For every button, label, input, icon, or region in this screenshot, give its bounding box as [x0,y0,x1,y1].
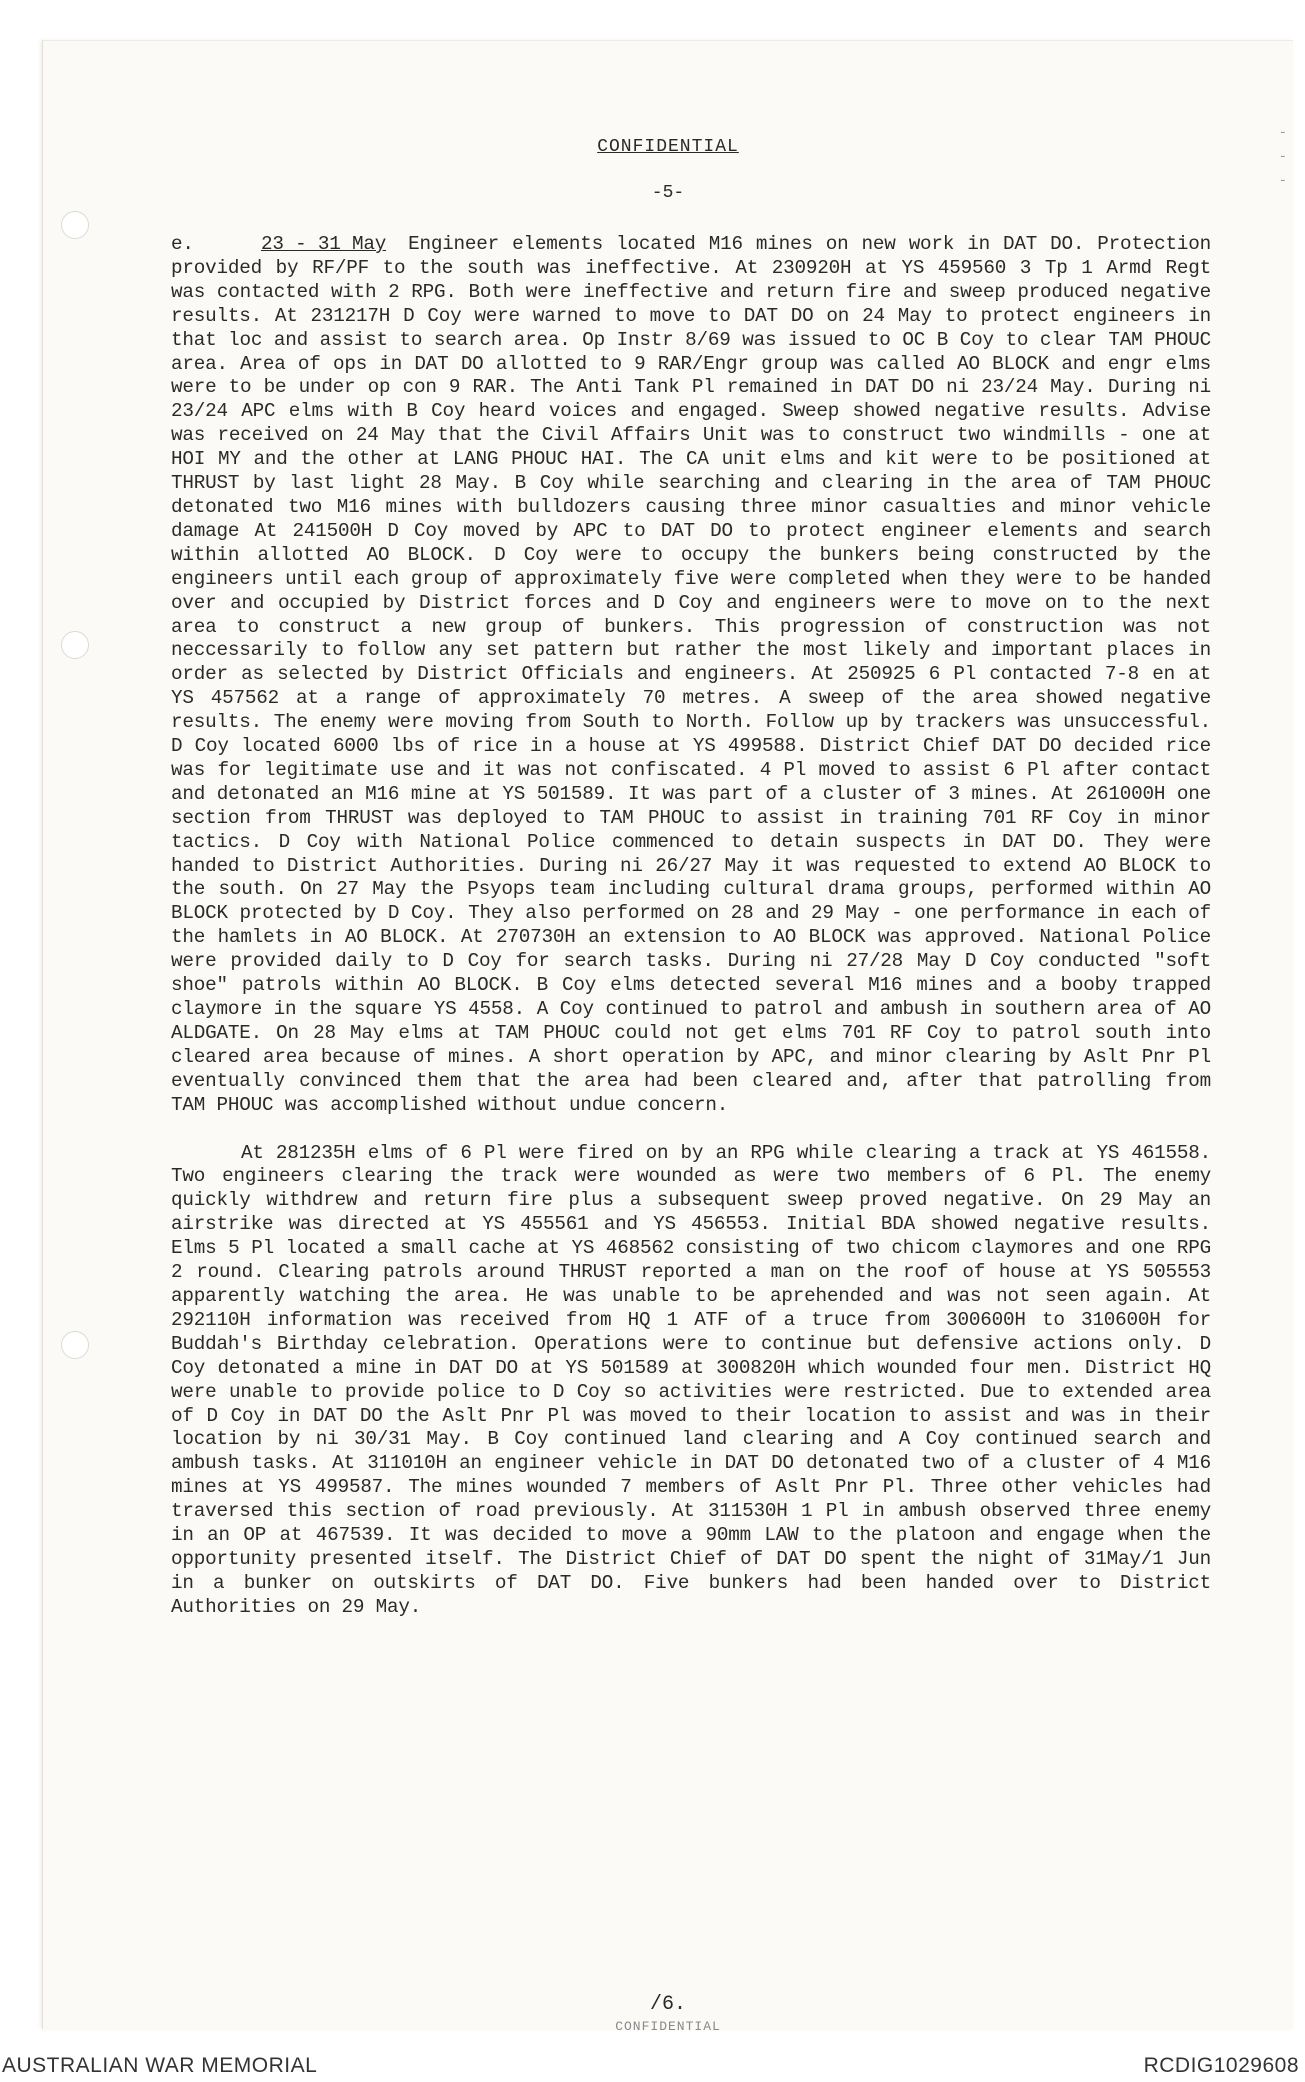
next-page-marker: /6. [649,1993,686,2016]
paragraph-text: Engineer elements located M16 mines on new work in DAT DO. Protection provided by RF/PF to the south was ineffective. At 230920H at YS 459560 3 Tp 1 Armd Regt was contacted with 2 RPG. Both were ineffective and return fire and sweep produced negative results. At 231217H D Coy were warned to move to DAT DO on 24 May to protect engineers in that loc and assist to search area. Op Instr 8/69 was issued to OC B Coy to clear TAM PHOUC area. Area of ops in DAT DO allotted to 9 RAR/Engr group was called AO BLOCK and engr elms were to be under op con 9 RAR. The Anti Tank Pl remained in DAT DO ni 23/24 May. During ni 23/24 APC elms with B Coy heard voices and engaged. Sweep showed negative results. Advise was received on 24 May that the Civil Affairs Unit was to construct two windmills - one at HOI MY and the other at LANG PHOUC HAI. The CA unit elms and kit were to be positioned at THRUST by last light 28 May. B Coy while searching and clearing in the area of TAM PHOUC detonated two M16 mines with bulldozers causing three minor casualties and minor vehicle damage At 241500H D Coy moved by APC to DAT DO to protect engineer elements and search within allotted AO BLOCK. D Coy were to occupy the bunkers being constructed by the engineers until each group of approximately five were completed when they were to be handed over and occupied by District forces and D Coy and engineers were to move on to the next area to construct a new group of bunkers. This progression of construction was not neccessarily to follow any set pattern but rather the most likely and important places in order as selected by District Officials and engineers. At 250925 6 Pl contacted 7-8 en at YS 457562 at a range of approximately 70 metres. A sweep of the area showed negative results. The enemy were moving from South to North. Follow up by trackers was unsuccessful. D Coy located 6000 lbs of rice in a house at YS 499588. District Chief DAT DO decided rice was for legitimate use and it was not confiscated. 4 Pl moved to assist 6 Pl after contact and detonated an M16 mine at YS 501589. It was part of a cluster of 3 mines. At 261000H one section from THRUST was deployed to TAM PHOUC to assist in training 701 RF Coy in minor tactics. D Coy with National Police commenced to detain suspects in DAT DO. They were handed to District Authorities. During ni 26/27 May it was requested to extend AO BLOCK to the south. On 27 May the Psyops team including cultural drama groups, performed within AO BLOCK protected by D Coy. They also performed on 28 and 29 May - one performance in each of the hamlets in AO BLOCK. At 270730H an extension to AO BLOCK was approved. National Police were provided daily to D Coy for search tasks. During ni 27/28 May D Coy conducted "soft shoe" patrols within AO BLOCK. B Coy elms detected several M16 mines and a booby trapped claymore in the square YS 4558. A Coy continued to patrol and ambush in southern area of AO ALDGATE. On 28 May elms at TAM PHOUC could not get elms 701 RF Coy to patrol south into cleared area because of mines. A short operation by APC, and minor clearing by Aslt Pnr Pl eventually convinced them that the area had been cleared and, after that patrolling from TAM PHOUC was accomplished without undue concern. [171,233,1211,1116]
document-page [42,40,1293,2034]
paragraph [171,233,1211,1118]
item-letter: e. [171,233,194,255]
page-number: -5- [651,183,685,203]
paragraph-text: At 281235H elms of 6 Pl were fired on by an RPG while clearing a track at YS 461558. Two engineers clearing the track were wounded as were two members of 6 Pl. The enemy quickly withdrew and return fire plus a subsequent sweep proved negative. On 29 May an airstrike was directed at YS 455561 and YS 456553. Initial BDA showed negative results. Elms 5 Pl located a small cache at YS 468562 consisting of two chicom claymores and one RPG 2 round. Clearing patrols around THRUST reported a man on the roof of house at YS 505553 apparently watching the area. He was unable to be aprehended and was not seen again. At 292110H information was received from HQ 1 ATF of a truce from 300600H to 310600H for Buddah's Birthday celebration. Operations were to continue but defensive actions only. D Coy detonated a mine in DAT DO at YS 501589 at 300820H which wounded four men. District HQ were unable to provide police to D Coy so activities were restricted. Due to extended area of D Coy in DAT DO the Aslt Pnr Pl was moved to their location to assist and was in their location by ni 30/31 May. B Coy continued land clearing and A Coy continued search and ambush tasks. At 311010H an engineer vehicle in DAT DO detonated two of a cluster of 4 M16 mines at YS 499587. The mines wounded 7 members of Aslt Pnr Pl. Three other vehicles had traversed this section of road previously. At 311530H 1 Pl in ambush observed three enemy in an OP at 467539. It was decided to move a 90mm LAW to the platoon and engage when the opportunity presented itself. The District Chief of DAT DO spent the night of 31May/1 Jun in a bunker on outskirts of DAT DO. Five bunkers had been handed over to District Authorities on 29 May. [171,1141,1211,1618]
classification-footer: CONFIDENTIAL [615,2019,721,2034]
punch-hole [61,211,89,239]
document-body [171,233,1211,1620]
archive-reference: RCDIG1029608 [1143,2054,1299,2077]
punch-hole [61,631,89,659]
paragraph [171,1142,1211,1620]
archive-footer [0,2042,1305,2082]
date-range: 23 - 31 May [261,233,387,255]
margin-marks: - - - [1278,125,1287,189]
punch-hole [61,1331,89,1359]
paragraph-gap [171,1118,1211,1142]
archive-name: AUSTRALIAN WAR MEMORIAL [2,2054,318,2077]
classification-header [43,137,1293,157]
classification-label: CONFIDENTIAL [597,137,739,157]
